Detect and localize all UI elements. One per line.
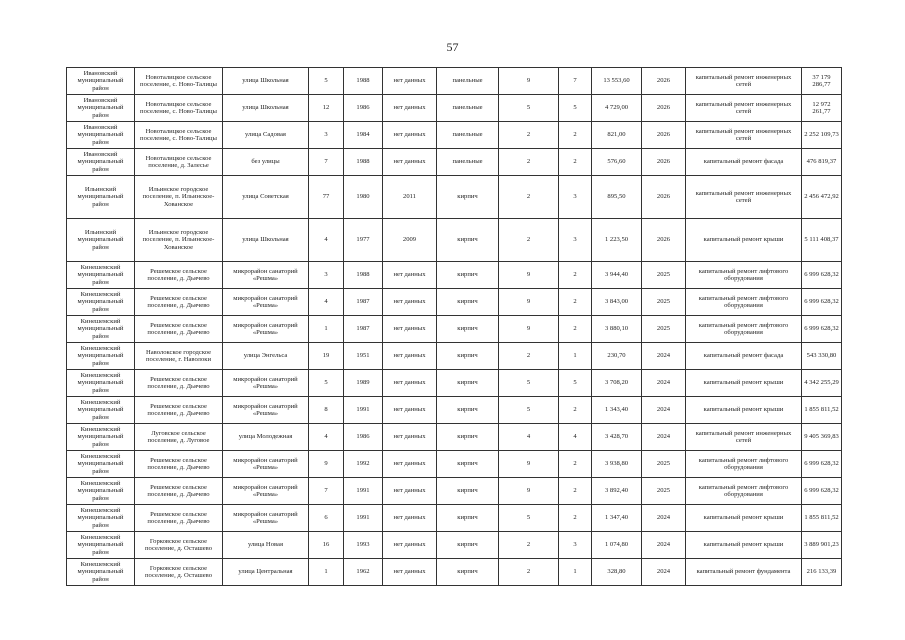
district-cell: Ильинский муниципальный район [67,219,135,262]
work-type-cell: капитальный ремонт фасада [686,343,802,370]
year-overhaul-cell: нет данных [383,149,437,176]
floors-cell: 9 [499,451,559,478]
house-number-cell: 6 [309,505,344,532]
street-cell: улица Новая [223,532,309,559]
floors-cell: 2 [499,343,559,370]
work-type-cell: капитальный ремонт лифтового оборудования [686,451,802,478]
year-built-cell: 1991 [344,397,383,424]
district-cell: Кинешемский муниципальный район [67,289,135,316]
cost-cell: 9 405 369,83 [802,424,842,451]
year-built-cell: 1962 [344,559,383,586]
street-cell: микрорайон санаторий «Решма» [223,451,309,478]
cost-cell: 6 999 628,32 [802,289,842,316]
settlement-cell: Решемское сельское поселение, д. Дьячево [135,262,223,289]
table-row [67,451,842,478]
cost-cell: 3 889 901,23 [802,532,842,559]
district-cell: Кинешемский муниципальный район [67,370,135,397]
year-built-cell: 1988 [344,262,383,289]
table-row [67,316,842,343]
year-overhaul-cell: нет данных [383,316,437,343]
entrances-cell: 2 [559,316,592,343]
table-row [67,343,842,370]
year-built-cell: 1991 [344,478,383,505]
wall-material-cell: кирпич [437,505,499,532]
wall-material-cell: кирпич [437,370,499,397]
plan-year-cell: 2026 [642,95,686,122]
year-overhaul-cell: нет данных [383,122,437,149]
work-type-cell: капитальный ремонт лифтового оборудования [686,289,802,316]
entrances-cell: 3 [559,219,592,262]
year-built-cell: 1980 [344,176,383,219]
wall-material-cell: кирпич [437,343,499,370]
year-built-cell: 1951 [344,343,383,370]
house-number-cell: 3 [309,122,344,149]
settlement-cell: Новоталицкое сельское поселение, с. Ново-Талицы [135,95,223,122]
area-cell: 1 223,50 [592,219,642,262]
work-type-cell: капитальный ремонт фасада [686,149,802,176]
area-cell: 3 428,70 [592,424,642,451]
entrances-cell: 5 [559,95,592,122]
cost-cell: 4 342 255,29 [802,370,842,397]
street-cell: без улицы [223,149,309,176]
plan-year-cell: 2026 [642,122,686,149]
district-cell: Кинешемский муниципальный район [67,424,135,451]
floors-cell: 2 [499,559,559,586]
plan-year-cell: 2025 [642,451,686,478]
entrances-cell: 2 [559,397,592,424]
year-overhaul-cell: нет данных [383,505,437,532]
floors-cell: 9 [499,68,559,95]
street-cell: улица Энгельса [223,343,309,370]
year-overhaul-cell: нет данных [383,424,437,451]
street-cell: микрорайон санаторий «Решма» [223,316,309,343]
work-type-cell: капитальный ремонт инженерных сетей [686,176,802,219]
floors-cell: 5 [499,397,559,424]
wall-material-cell: кирпич [437,559,499,586]
entrances-cell: 2 [559,122,592,149]
plan-year-cell: 2026 [642,176,686,219]
house-number-cell: 1 [309,316,344,343]
floors-cell: 2 [499,176,559,219]
settlement-cell: Луговское сельское поселение, д. Луговое [135,424,223,451]
street-cell: улица Школьная [223,219,309,262]
table-row [67,262,842,289]
settlement-cell: Новоталицкое сельское поселение, д. Залесье [135,149,223,176]
street-cell: микрорайон санаторий «Решма» [223,262,309,289]
district-cell: Кинешемский муниципальный район [67,478,135,505]
settlement-cell: Новоталицкое сельское поселение, с. Ново-Талицы [135,122,223,149]
house-number-cell: 12 [309,95,344,122]
house-number-cell: 7 [309,478,344,505]
wall-material-cell: кирпич [437,262,499,289]
work-type-cell: капитальный ремонт крыши [686,219,802,262]
year-built-cell: 1977 [344,219,383,262]
entrances-cell: 4 [559,424,592,451]
plan-year-cell: 2025 [642,316,686,343]
table-row [67,289,842,316]
floors-cell: 2 [499,532,559,559]
floors-cell: 5 [499,95,559,122]
house-number-cell: 4 [309,219,344,262]
year-built-cell: 1987 [344,289,383,316]
cost-cell: 6 999 628,32 [802,262,842,289]
table-row [67,505,842,532]
floors-cell: 4 [499,424,559,451]
house-number-cell: 7 [309,149,344,176]
wall-material-cell: кирпич [437,397,499,424]
floors-cell: 2 [499,122,559,149]
cost-cell: 5 111 408,37 [802,219,842,262]
district-cell: Кинешемский муниципальный район [67,316,135,343]
cost-cell: 1 855 811,52 [802,397,842,424]
work-type-cell: капитальный ремонт лифтового оборудования [686,478,802,505]
street-cell: микрорайон санаторий «Решма» [223,370,309,397]
district-cell: Кинешемский муниципальный район [67,532,135,559]
table-body [67,68,842,586]
wall-material-cell: кирпич [437,316,499,343]
year-overhaul-cell: нет данных [383,370,437,397]
area-cell: 3 892,40 [592,478,642,505]
house-number-cell: 5 [309,68,344,95]
area-cell: 3 944,40 [592,262,642,289]
settlement-cell: Горковское сельское поселение, д. Осташево [135,559,223,586]
wall-material-cell: панельные [437,95,499,122]
area-cell: 3 843,00 [592,289,642,316]
table-row [67,95,842,122]
street-cell: улица Садовая [223,122,309,149]
cost-cell: 12 972 261,77 [802,95,842,122]
year-overhaul-cell: нет данных [383,68,437,95]
work-type-cell: капитальный ремонт лифтового оборудования [686,316,802,343]
street-cell: улица Центральная [223,559,309,586]
cost-cell: 1 855 811,52 [802,505,842,532]
area-cell: 1 074,80 [592,532,642,559]
house-number-cell: 19 [309,343,344,370]
year-built-cell: 1986 [344,424,383,451]
settlement-cell: Решемское сельское поселение, д. Дьячево [135,451,223,478]
entrances-cell: 2 [559,289,592,316]
plan-year-cell: 2024 [642,532,686,559]
district-cell: Кинешемский муниципальный район [67,343,135,370]
settlement-cell: Решемское сельское поселение, д. Дьячево [135,289,223,316]
cost-cell: 216 133,39 [802,559,842,586]
year-built-cell: 1992 [344,451,383,478]
floors-cell: 9 [499,262,559,289]
settlement-cell: Решемское сельское поселение, д. Дьячево [135,478,223,505]
year-built-cell: 1991 [344,505,383,532]
entrances-cell: 1 [559,559,592,586]
street-cell: улица Молодежная [223,424,309,451]
floors-cell: 9 [499,478,559,505]
table-row [67,219,842,262]
district-cell: Кинешемский муниципальный район [67,262,135,289]
year-overhaul-cell: нет данных [383,262,437,289]
entrances-cell: 2 [559,451,592,478]
street-cell: микрорайон санаторий «Решма» [223,505,309,532]
settlement-cell: Новоталицкое сельское поселение, с. Ново-Талицы [135,68,223,95]
entrances-cell: 3 [559,176,592,219]
area-cell: 3 708,20 [592,370,642,397]
district-cell: Кинешемский муниципальный район [67,451,135,478]
work-type-cell: капитальный ремонт инженерных сетей [686,122,802,149]
housing-registry-table [66,67,842,586]
table-row [67,478,842,505]
district-cell: Ивановский муниципальный район [67,68,135,95]
year-built-cell: 1984 [344,122,383,149]
work-type-cell: капитальный ремонт крыши [686,505,802,532]
district-cell: Ивановский муниципальный район [67,95,135,122]
plan-year-cell: 2026 [642,68,686,95]
settlement-cell: Горковское сельское поселение, д. Осташево [135,532,223,559]
house-number-cell: 77 [309,176,344,219]
cost-cell: 6 999 628,32 [802,316,842,343]
wall-material-cell: кирпич [437,219,499,262]
year-overhaul-cell: нет данных [383,532,437,559]
cost-cell: 543 330,80 [802,343,842,370]
district-cell: Кинешемский муниципальный район [67,505,135,532]
house-number-cell: 4 [309,424,344,451]
area-cell: 1 347,40 [592,505,642,532]
year-overhaul-cell: нет данных [383,95,437,122]
area-cell: 230,70 [592,343,642,370]
cost-cell: 37 179 286,77 [802,68,842,95]
table-row [67,370,842,397]
floors-cell: 5 [499,505,559,532]
table-row [67,68,842,95]
entrances-cell: 2 [559,505,592,532]
district-cell: Кинешемский муниципальный район [67,397,135,424]
year-overhaul-cell: нет данных [383,397,437,424]
year-built-cell: 1987 [344,316,383,343]
plan-year-cell: 2025 [642,478,686,505]
settlement-cell: Ильинское городское поселение, п. Ильинское-Хованское [135,176,223,219]
year-overhaul-cell: 2011 [383,176,437,219]
house-number-cell: 1 [309,559,344,586]
work-type-cell: капитальный ремонт инженерных сетей [686,95,802,122]
table-row [67,424,842,451]
cost-cell: 6 999 628,32 [802,451,842,478]
plan-year-cell: 2024 [642,370,686,397]
cost-cell: 2 252 109,73 [802,122,842,149]
area-cell: 13 553,60 [592,68,642,95]
year-overhaul-cell: нет данных [383,559,437,586]
street-cell: микрорайон санаторий «Решма» [223,478,309,505]
settlement-cell: Решемское сельское поселение, д. Дьячево [135,316,223,343]
entrances-cell: 7 [559,68,592,95]
wall-material-cell: кирпич [437,478,499,505]
year-overhaul-cell: 2009 [383,219,437,262]
plan-year-cell: 2024 [642,397,686,424]
work-type-cell: капитальный ремонт инженерных сетей [686,68,802,95]
floors-cell: 5 [499,370,559,397]
page-number: 57 [446,40,459,54]
area-cell: 576,60 [592,149,642,176]
table-row [67,176,842,219]
area-cell: 328,80 [592,559,642,586]
area-cell: 3 880,10 [592,316,642,343]
plan-year-cell: 2026 [642,149,686,176]
plan-year-cell: 2024 [642,559,686,586]
year-overhaul-cell: нет данных [383,478,437,505]
area-cell: 3 938,80 [592,451,642,478]
area-cell: 1 343,40 [592,397,642,424]
plan-year-cell: 2025 [642,262,686,289]
wall-material-cell: кирпич [437,289,499,316]
year-built-cell: 1988 [344,68,383,95]
settlement-cell: Решемское сельское поселение, д. Дьячево [135,505,223,532]
settlement-cell: Решемское сельское поселение, д. Дьячево [135,397,223,424]
house-number-cell: 5 [309,370,344,397]
entrances-cell: 3 [559,532,592,559]
wall-material-cell: панельные [437,68,499,95]
entrances-cell: 2 [559,149,592,176]
district-cell: Ивановский муниципальный район [67,149,135,176]
wall-material-cell: кирпич [437,424,499,451]
work-type-cell: капитальный ремонт крыши [686,532,802,559]
wall-material-cell: панельные [437,149,499,176]
work-type-cell: капитальный ремонт фундамента [686,559,802,586]
wall-material-cell: кирпич [437,532,499,559]
year-built-cell: 1993 [344,532,383,559]
work-type-cell: капитальный ремонт лифтового оборудования [686,262,802,289]
entrances-cell: 2 [559,262,592,289]
year-built-cell: 1988 [344,149,383,176]
year-built-cell: 1986 [344,95,383,122]
wall-material-cell: кирпич [437,176,499,219]
floors-cell: 9 [499,316,559,343]
house-number-cell: 4 [309,289,344,316]
street-cell: улица Советская [223,176,309,219]
house-number-cell: 8 [309,397,344,424]
street-cell: микрорайон санаторий «Решма» [223,289,309,316]
entrances-cell: 5 [559,370,592,397]
work-type-cell: капитальный ремонт крыши [686,370,802,397]
settlement-cell: Наволокское городское поселение, г. Наволоки [135,343,223,370]
district-cell: Кинешемский муниципальный район [67,559,135,586]
area-cell: 4 729,00 [592,95,642,122]
table-row [67,397,842,424]
floors-cell: 2 [499,219,559,262]
house-number-cell: 16 [309,532,344,559]
house-number-cell: 3 [309,262,344,289]
settlement-cell: Ильинское городское поселение, п. Ильинское-Хованское [135,219,223,262]
entrances-cell: 1 [559,343,592,370]
district-cell: Ивановский муниципальный район [67,122,135,149]
year-built-cell: 1989 [344,370,383,397]
work-type-cell: капитальный ремонт инженерных сетей [686,424,802,451]
street-cell: улица Школьная [223,68,309,95]
plan-year-cell: 2025 [642,289,686,316]
plan-year-cell: 2026 [642,219,686,262]
floors-cell: 9 [499,289,559,316]
table-row [67,122,842,149]
house-number-cell: 9 [309,451,344,478]
entrances-cell: 2 [559,478,592,505]
cost-cell: 476 819,37 [802,149,842,176]
plan-year-cell: 2024 [642,343,686,370]
year-overhaul-cell: нет данных [383,289,437,316]
year-overhaul-cell: нет данных [383,343,437,370]
district-cell: Ильинский муниципальный район [67,176,135,219]
table-row [67,149,842,176]
table-row [67,559,842,586]
wall-material-cell: панельные [437,122,499,149]
wall-material-cell: кирпич [437,451,499,478]
table-row [67,532,842,559]
plan-year-cell: 2024 [642,424,686,451]
area-cell: 895,50 [592,176,642,219]
plan-year-cell: 2024 [642,505,686,532]
work-type-cell: капитальный ремонт крыши [686,397,802,424]
area-cell: 821,00 [592,122,642,149]
year-overhaul-cell: нет данных [383,451,437,478]
cost-cell: 2 456 472,92 [802,176,842,219]
street-cell: микрорайон санаторий «Решма» [223,397,309,424]
floors-cell: 2 [499,149,559,176]
street-cell: улица Школьная [223,95,309,122]
settlement-cell: Решемское сельское поселение, д. Дьячево [135,370,223,397]
cost-cell: 6 999 628,32 [802,478,842,505]
